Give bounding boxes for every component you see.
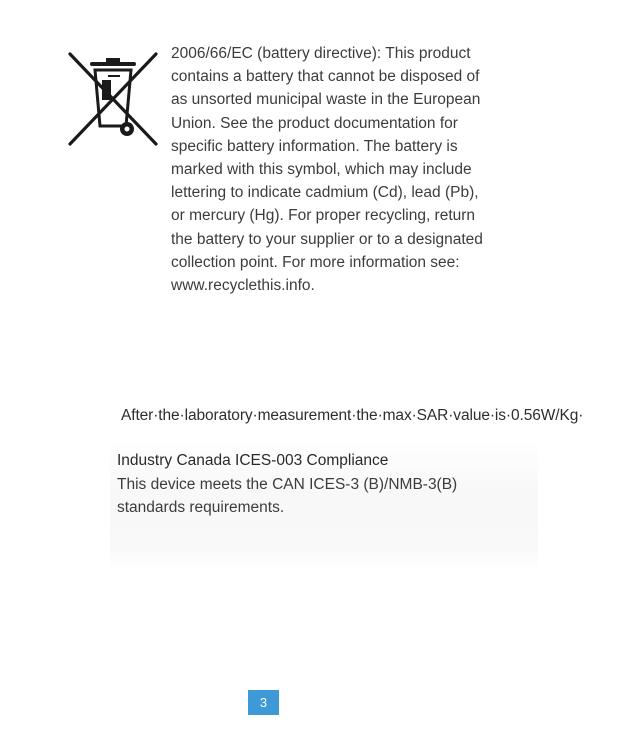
page-number-badge: 3 <box>248 690 279 715</box>
battery-directive-text: 2006/66/EC (battery directive): This product contains a battery that cannot be disposed of as unsorted municipal waste in the European Union. See the product documentation for specific battery information. The battery is marked with this symbol, which may include lettering to indicate cadmium (Cd), lead (Pb), or mercury (Hg). For proper recycling, return the battery to your supplier or to a designated collection point. For more information see: www.recyclethis.info. <box>171 45 483 295</box>
sar-value-text: After·the·laboratory·measurement·the·max·SAR·value·is·0.56W/Kg· <box>121 407 584 424</box>
canada-compliance-text: This device meets the CAN ICES-3 (B)/NMB-3(B) standards requirements. <box>117 476 458 516</box>
crossed-out-wheelie-bin-icon <box>64 46 162 150</box>
canada-compliance-heading: Industry Canada ICES-003 Compliance <box>117 452 389 469</box>
